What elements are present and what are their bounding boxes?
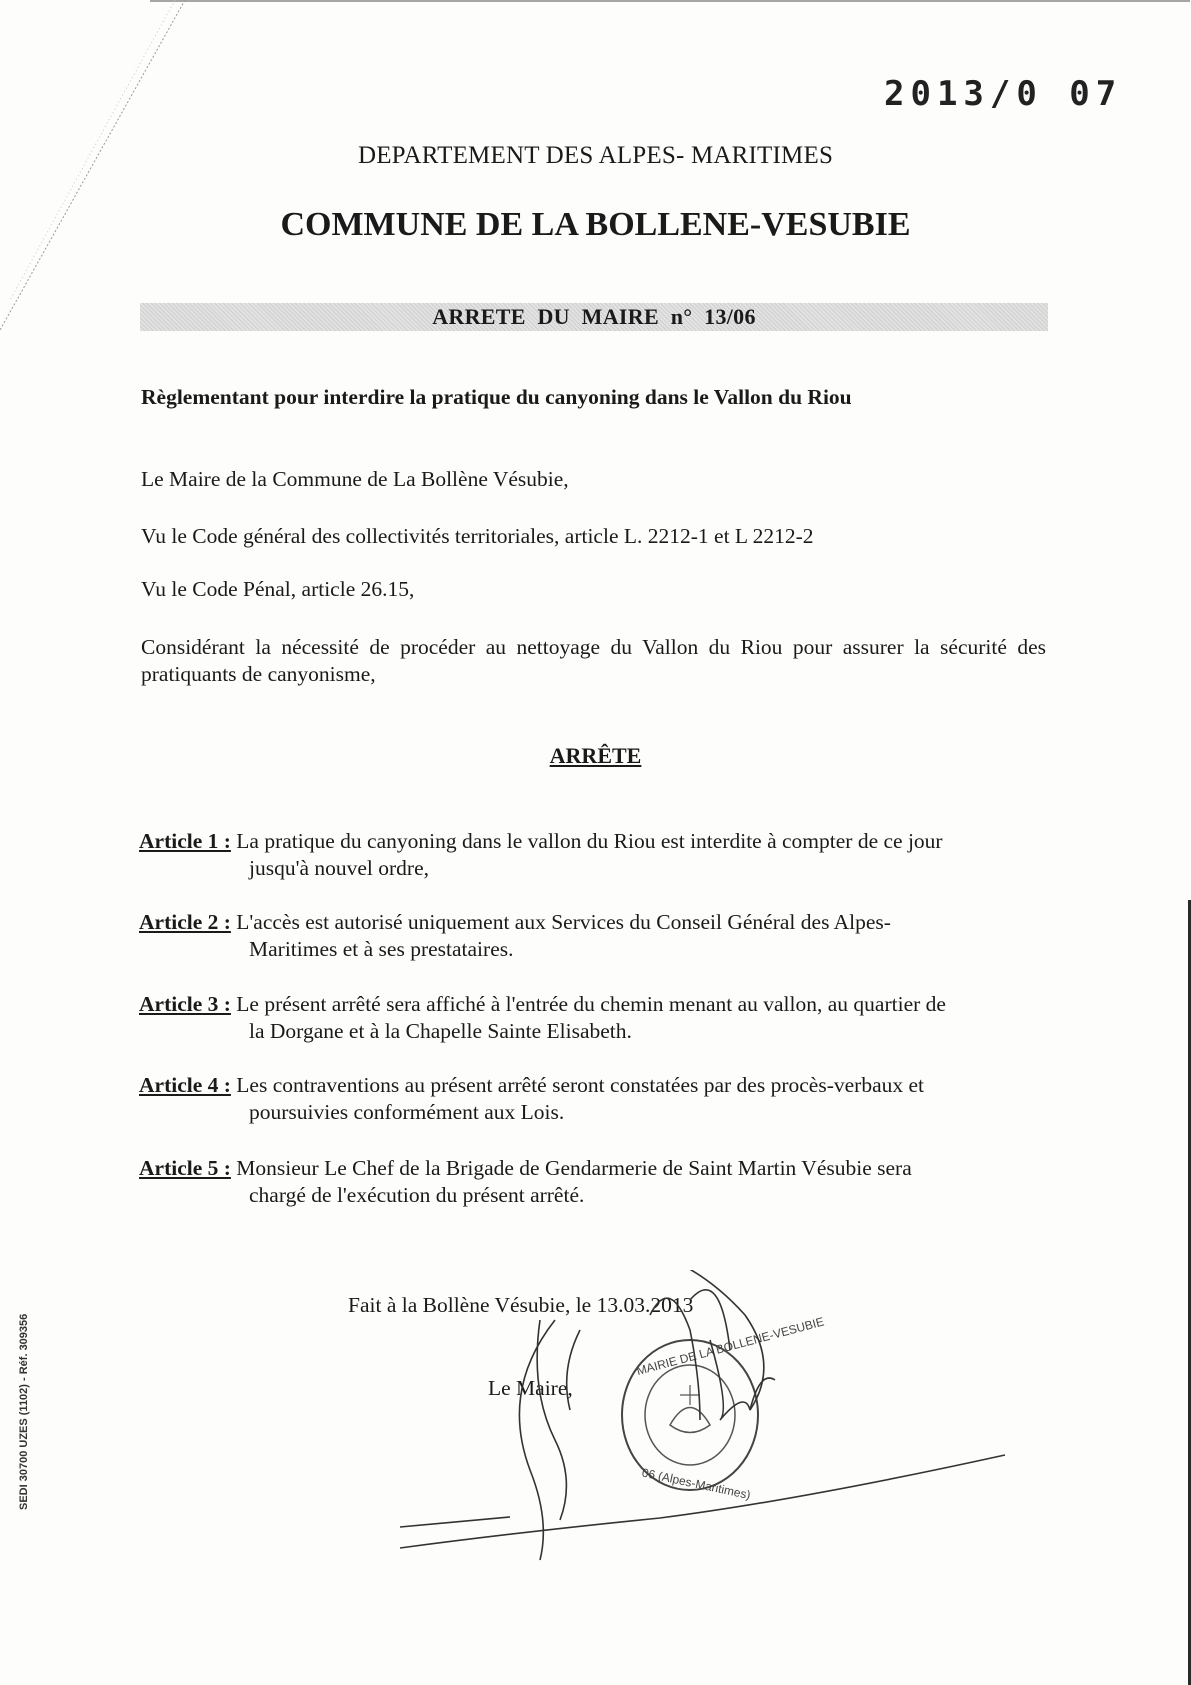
article-2-text: L'accès est autorisé uniquement aux Services du Conseil Général des Alpes- — [236, 910, 891, 934]
article-4-text-rest: poursuivies conformément aux Lois. — [249, 1100, 565, 1124]
article-2-line — [139, 909, 1041, 936]
preamble-vu-cgct: Vu le Code général des collectivités territoriales, article L. 2212-1 et L 2212-2 — [141, 524, 814, 548]
arrete-title: ARRETE DU MAIRE n° 13/06 — [432, 304, 756, 329]
article-5-label: Article 5 : — [139, 1156, 231, 1180]
department-heading — [0, 142, 1191, 170]
stamp-legend-top: MAIRIE DE LA BOLLENE-VESUBIE — [635, 1314, 826, 1379]
mayor-stamp-and-signature — [400, 1270, 1100, 1570]
place-date: Fait à la Bollène Vésubie, le 13.03.2013 — [348, 1293, 694, 1317]
side-reference: SEDI 30700 UZES (1102) - Réf. 309356 — [18, 1313, 30, 1510]
preamble-intro: Le Maire de la Commune de La Bollène Vésubie, — [141, 467, 569, 491]
article-2 — [139, 909, 1041, 963]
article-5 — [139, 1155, 1041, 1209]
article-4-line — [139, 1072, 1041, 1099]
article-1-text-rest: jusqu'à nouvel ordre, — [249, 856, 430, 880]
subject-line: Règlementant pour interdire la pratique du canyoning dans le Vallon du Riou — [141, 385, 852, 409]
arrete-banner — [140, 303, 1048, 331]
article-3-text-rest: la Dorgane et à la Chapelle Sainte Elisabeth. — [249, 1019, 632, 1043]
commune-title: COMMUNE DE LA BOLLENE-VESUBIE — [280, 206, 911, 243]
article-1 — [139, 828, 1041, 882]
article-4-label: Article 4 : — [139, 1073, 231, 1097]
stamp-legend-bottom: 06 (Alpes-Maritimes) — [640, 1465, 752, 1503]
scan-artifact-top — [150, 0, 1190, 2]
scan-artifact-diagonal — [0, 0, 190, 340]
article-3 — [139, 991, 1041, 1045]
article-4 — [139, 1072, 1041, 1126]
decision-heading: ARRÊTE — [549, 743, 642, 768]
preamble-considerant: Considérant la nécessité de procéder au nettoyage du Vallon du Riou pour assurer la sécurité des pratiquants de canyonisme, — [141, 635, 1046, 686]
article-3-line — [139, 991, 1041, 1018]
signatory-title: Le Maire, — [488, 1376, 573, 1400]
article-3-label: Article 3 : — [139, 992, 231, 1016]
article-1-text: La pratique du canyoning dans le vallon du Riou est interdite à compter de ce jour — [236, 829, 943, 853]
article-3-text: Le présent arrêté sera affiché à l'entrée du chemin menant au vallon, au quartier de — [236, 992, 946, 1016]
article-1-label: Article 1 : — [139, 829, 231, 853]
article-1-line — [139, 828, 1041, 855]
department-text: DEPARTEMENT DES ALPES- MARITIMES — [357, 142, 834, 169]
article-5-line — [139, 1155, 1041, 1182]
article-2-text-rest: Maritimes et à ses prestataires. — [249, 937, 514, 961]
article-2-label: Article 2 : — [139, 910, 231, 934]
article-5-text: Monsieur Le Chef de la Brigade de Gendarmerie de Saint Martin Vésubie sera — [236, 1156, 912, 1180]
reference-number: 2013/0 07 — [884, 74, 1123, 114]
preamble-vu-code-penal: Vu le Code Pénal, article 26.15, — [141, 577, 415, 601]
article-4-text: Les contraventions au présent arrêté seront constatées par des procès-verbaux et — [236, 1073, 925, 1097]
article-5-text-rest: chargé de l'exécution du présent arrêté. — [249, 1183, 585, 1207]
